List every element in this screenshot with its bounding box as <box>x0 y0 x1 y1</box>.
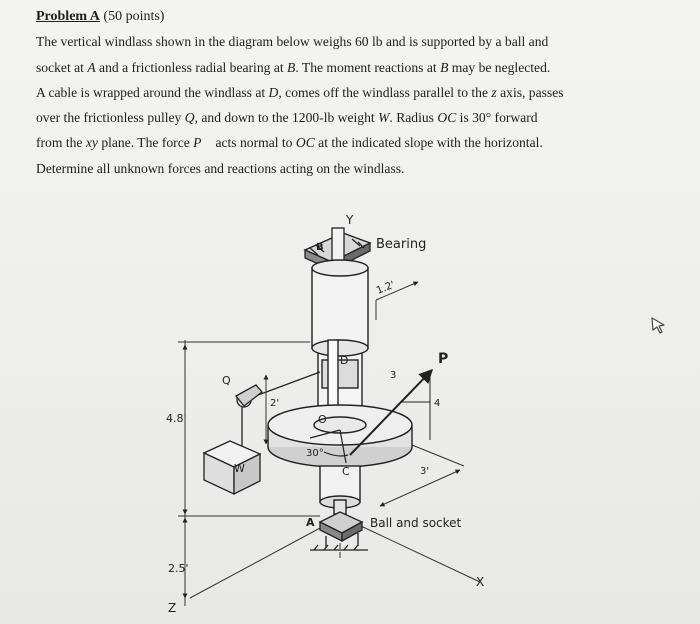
axis-x-label: X <box>476 575 485 589</box>
bearing-label: Bearing <box>376 237 427 252</box>
text-segment: Determine all unknown forces and reactions acting on the windlass. <box>36 160 405 176</box>
weight-box <box>204 441 260 494</box>
text-segment: P⃗ <box>193 135 213 151</box>
text-segment: W <box>378 110 390 126</box>
dim-3-slope-label: 3 <box>390 370 397 381</box>
text-segment: , comes off the windlass parallel to the <box>278 84 492 100</box>
axis-z-label: Z <box>168 601 177 615</box>
text-segment: axis, passes <box>496 84 564 100</box>
text-segment: over the frictionless pulley <box>36 110 185 126</box>
point-d-label: D <box>340 354 349 367</box>
text-segment: . Radius <box>389 110 438 126</box>
axis-y-label: Y <box>346 213 354 227</box>
text-segment: is 30° forward <box>456 110 538 126</box>
text-segment: , and down to the 1200-lb weight <box>194 110 379 126</box>
point-q-label: Q <box>222 374 231 387</box>
text-segment: OC <box>437 110 457 126</box>
text-segment: OC <box>295 135 315 151</box>
text-segment: B <box>287 59 296 75</box>
force-p-label: P <box>438 351 449 367</box>
text-segment: and a frictionless radial bearing at <box>95 59 288 75</box>
point-o-label: O <box>318 413 327 426</box>
problem-title: Problem A <box>36 9 100 24</box>
text-segment: A cable is wrapped around the windlass at <box>36 84 269 100</box>
text-segment: socket at <box>36 59 88 75</box>
text-segment: B <box>440 59 449 75</box>
point-c-label: C <box>342 465 350 478</box>
text-segment: at the indicated slope with the horizontal. <box>314 135 543 151</box>
text-segment: acts normal to <box>212 135 296 151</box>
mouse-cursor-icon <box>650 317 668 335</box>
text-segment: xy <box>85 135 98 151</box>
dim-1-2-label: 1.2' <box>375 279 397 297</box>
windlass-drum <box>312 260 368 425</box>
ball-socket-label: Ball and socket <box>370 516 462 530</box>
text-segment: z <box>491 84 497 100</box>
text-segment: from the <box>36 135 86 151</box>
text-segment: plane. The force <box>97 135 194 151</box>
text-segment: A <box>87 59 96 75</box>
angle-30-label: 30° <box>306 448 324 459</box>
ball-socket-support <box>310 512 368 550</box>
text-segment: Q <box>184 110 195 126</box>
text-segment: . The moment reactions at <box>295 59 441 75</box>
problem-points: (50 points) <box>103 9 165 24</box>
dim-4-8-label: 4.8' <box>166 412 187 425</box>
text-segment: D <box>268 84 279 100</box>
dim-2-5-label: 2.5' <box>168 562 189 575</box>
point-w-label: W <box>234 462 245 475</box>
text-segment: may be neglected. <box>448 59 551 75</box>
dim-3-radius-label: 3' <box>420 466 430 477</box>
point-b-label: B <box>316 242 324 253</box>
text-segment: The vertical windlass shown in the diagram below weighs 60 lb and is supported by a ball and <box>36 34 549 50</box>
point-a-label: A <box>306 516 315 529</box>
dim-4-slope-label: 4 <box>434 398 441 409</box>
lower-shaft <box>320 466 360 514</box>
dim-2-label: 2' <box>270 398 280 409</box>
